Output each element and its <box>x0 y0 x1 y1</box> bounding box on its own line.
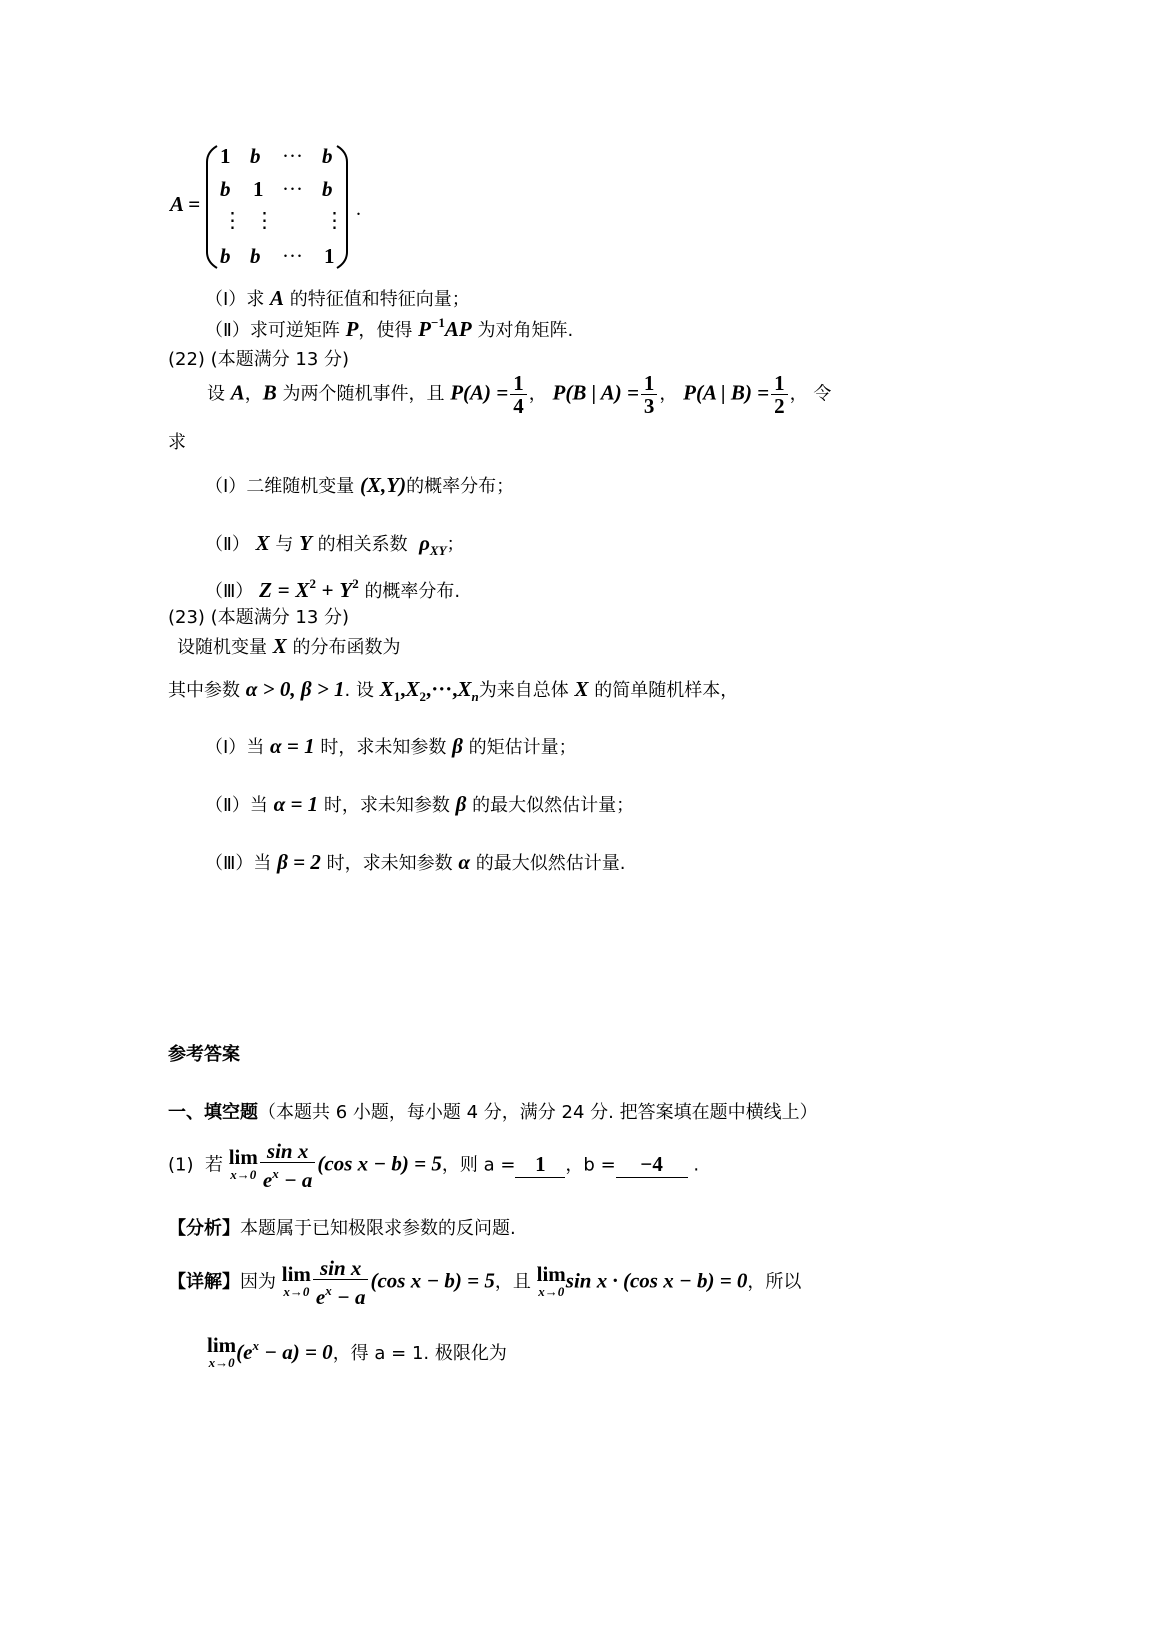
matrix-cell: 1 <box>324 244 335 268</box>
matrix-cell: b <box>322 144 333 168</box>
answer-blank-b: −4 <box>616 1152 688 1178</box>
q22-part3: （Ⅲ） $Z = X^2 + Y^2$ 的概率分布. <box>205 576 461 602</box>
matrix-cell: 1 <box>253 177 264 201</box>
q23-header: (23) (本题满分 13 分) <box>168 607 350 628</box>
q23-line1: 设随机变量 X 的分布函数为 <box>177 634 401 658</box>
matrix-cell: ··· <box>282 177 303 201</box>
q23-part2: （Ⅱ）当 α = 1 时，求未知参数 β 的最大似然估计量； <box>205 792 635 816</box>
matrix-cell: ⋮ <box>222 208 243 232</box>
q22-part1: （Ⅰ）二维随机变量 (X,Y)的概率分布； <box>205 473 515 497</box>
q22-line1: 设 A，B 为两个随机事件，且 P(A) = $\frac{1}{4}$ ， P(B | A) = $\frac{1}{3}$ ， P(A | B) = $\frac{1}{2}$ ， 令 <box>207 371 832 418</box>
matrix-cell: b <box>220 244 231 268</box>
q22-line2: 求 <box>168 432 186 453</box>
matrix-cell: 1 <box>220 144 231 168</box>
matrix-cell: b <box>220 177 231 201</box>
q23-part1: （Ⅰ）当 α = 1 时，求未知参数 β 的矩估计量； <box>205 734 577 758</box>
answer-detail: 【详解】因为 lim x→0 $\frac{\text{sin x}}{e^x - a}$ (cos x − b) = 5，且 lim x→0 sin x · (cos x − b) = 0，所以 <box>168 1256 802 1309</box>
matrix-cell: b <box>250 244 261 268</box>
q23-part3: （Ⅲ）当 β = 2 时，求未知参数 α 的最大似然估计量. <box>205 850 626 874</box>
q22-part2: （Ⅱ） X 与 Y 的相关系数 $\rho_{XY}$； <box>205 531 465 558</box>
answer-detail-2: lim x→0 $(e^x - a) = 0$，得 a = 1. 极限化为 <box>207 1333 507 1370</box>
q21-part2: （Ⅱ）求可逆矩阵 P，使得 $P^{-1}AP$ 为对角矩阵. <box>205 315 574 341</box>
matrix-body <box>220 142 350 272</box>
answer-1: (1) 若 lim x→0 $\frac{\text{sin x}}{e^x - a}$ (cos x − b) = 5，则 a = 1 ，b = −4 . <box>168 1139 700 1192</box>
q22-header: (22) (本题满分 13 分) <box>168 349 350 370</box>
matrix-period: . <box>356 198 361 220</box>
answer-blank-a: 1 <box>515 1152 565 1178</box>
matrix-lhs: A = <box>170 192 201 216</box>
matrix-cell: ⋮ <box>324 208 345 232</box>
answers-section: 一、填空题（本题共 6 小题，每小题 4 分，满分 24 分. 把答案填在题中横线上） <box>168 1102 818 1123</box>
q21-part1: （Ⅰ）求 A 的特征值和特征向量； <box>205 286 470 310</box>
matrix-cell: ··· <box>282 144 303 168</box>
matrix-cell: ⋮ <box>254 208 275 232</box>
answers-title: 参考答案 <box>168 1044 240 1065</box>
q23-line2: 其中参数 α > 0, β > 1. 设 $X_1,X_2,\cdot\cdot\cdot,X_n$为来自总体 X 的简单随机样本， <box>168 677 739 704</box>
matrix-cell: b <box>322 177 333 201</box>
matrix-cell: b <box>250 144 261 168</box>
answer-analysis: 【分析】本题属于已知极限求参数的反问题. <box>168 1218 516 1239</box>
matrix-cell: ··· <box>282 244 303 268</box>
